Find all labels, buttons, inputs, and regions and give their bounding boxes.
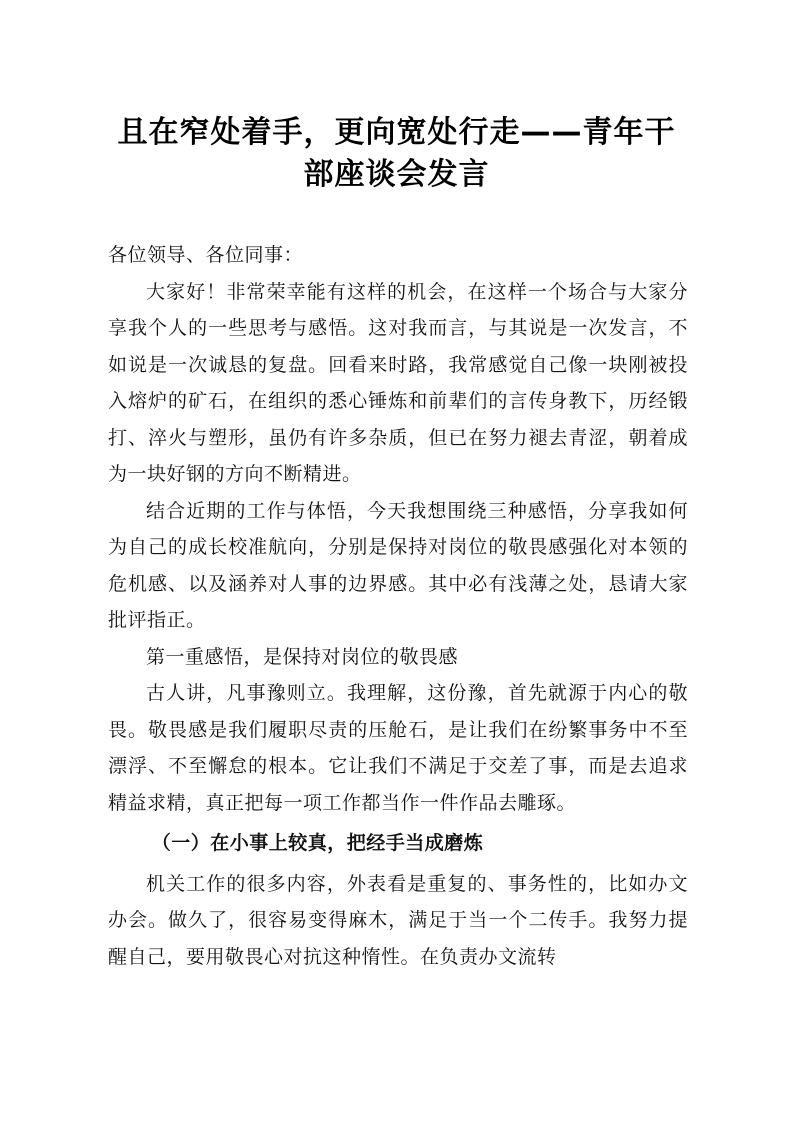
paragraph-opening: 大家好！非常荣幸能有这样的机会，在这样一个场合与大家分享我个人的一些思考与感悟。这对我而言，与其说是一次发言，不如说是一次诚恳的复盘。回看来时路，我常感觉自己像一块刚被投入熔炉的矿石，在组织的悉心锤炼和前辈们的言传身教下，历经锻打、淬火与塑形，虽仍有许多杂质，但已在努力褪去青涩，朝着成为一块好钢的方向不断精进。 [108, 280, 688, 485]
paragraph-small-things: 机关工作的很多内容，外表看是重复的、事务性的，比如办文办会。做久了，很容易变得麻木，满足于当一个二传手。我努力提醒自己，要用敬畏心对抗这种惰性。在负责办文流转 [108, 872, 688, 968]
paragraph-overview: 结合近期的工作与体悟，今天我想围绕三种感悟，分享我如何为自己的成长校准航向，分别是保持对岗位的敬畏感强化对本领的危机感、以及涵养对人事的边界感。其中必有浅薄之处，恳请大家批评指正。 [108, 499, 688, 631]
document-body [108, 237, 688, 975]
document-title [100, 112, 693, 196]
subheading-1: （一）在小事上较真，把经手当成磨炼 [151, 832, 484, 854]
title-line-1: 且在窄处着手，更向宽处行走——青年干 [117, 115, 676, 150]
title-line-2: 部座谈会发言 [303, 157, 490, 192]
paragraph-awe: 古人讲，凡事豫则立。我理解，这份豫，首先就源于内心的敬畏。敬畏感是我们履职尽责的压舱石，是让我们在纷繁事务中不至漂浮、不至懈怠的根本。它让我们不满足于交差了事，而是去追求精益求精，真正把每一项工作都当作一件作品去雕琢。 [108, 682, 688, 814]
salutation: 各位领导、各位同事： [108, 244, 304, 266]
section-heading-1: 第一重感悟，是保持对岗位的敬畏感 [146, 645, 459, 668]
